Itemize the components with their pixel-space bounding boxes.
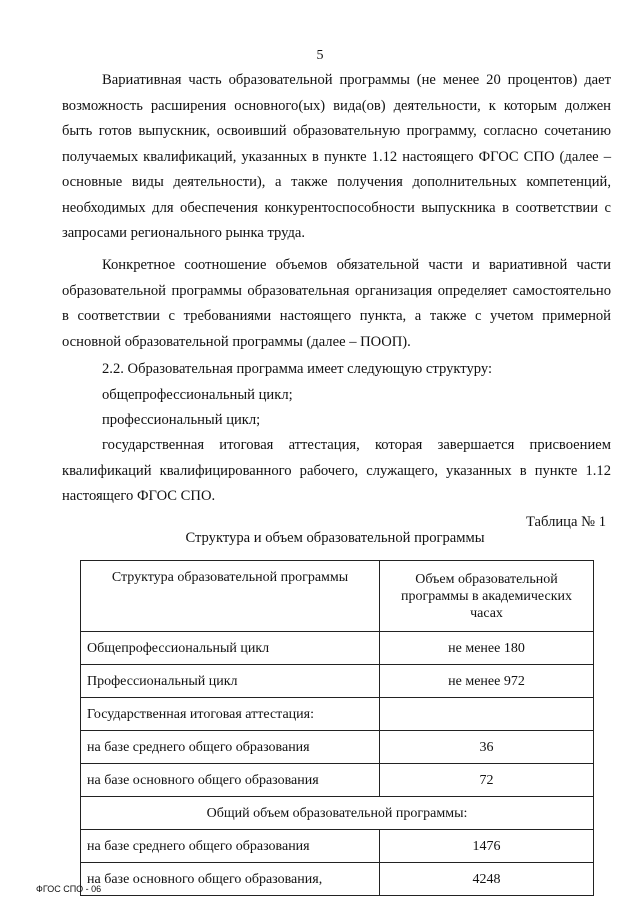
table-cell-name: на базе основного общего образования	[81, 764, 380, 797]
table-row	[81, 698, 594, 731]
page-number: 5	[316, 48, 324, 63]
table-total-row	[81, 797, 594, 830]
table-cell-name: Государственная итоговая аттестация:	[81, 698, 380, 731]
list-item-professional-cycle: профессиональный цикл;	[102, 412, 261, 428]
table-total-label: Общий объем образовательной программы:	[81, 797, 594, 830]
table-cell-value: 1476	[380, 830, 594, 863]
structure-table	[80, 560, 594, 896]
table-cell-value: не менее 180	[380, 632, 594, 665]
table-row	[81, 731, 594, 764]
table-cell-name: на базе среднего общего образования	[81, 731, 380, 764]
list-item-state-attestation: государственная итоговая аттестация, которая завершается присвоением квалификаций квалифицированного рабочего, служащего, указанных в пункте 1.12 настоящего ФГОС СПО.	[62, 437, 611, 504]
footer-code: ФГОС СПО - 06	[36, 884, 102, 894]
table-header-cell: Структура образовательной программы	[81, 561, 380, 632]
table-row	[81, 830, 594, 863]
table-caption: Структура и объем образовательной программы	[185, 530, 485, 546]
table-cell-value	[380, 698, 594, 731]
table-cell-name: Профессиональный цикл	[81, 665, 380, 698]
paragraph-structure-intro: 2.2. Образовательная программа имеет следующую структуру:	[102, 361, 493, 377]
table-header-cell: Объем образовательной программы в академических часах	[380, 561, 594, 632]
paragraph-variative-part: Вариативная часть образовательной программы (не менее 20 процентов) дает возможность расширения основного(ых) вида(ов) деятельности, к которым должен быть готов выпускник, освоивший образовательную программу, согласно сочетанию получаемых квалификаций, указанных в пункте 1.12 настоящего ФГОС СПО (далее – основные виды деятельности), а также получения дополнительных компетенций, необходимых для обеспечения конкурентоспособности выпускника в соответствии с запросами регионального рынка труда.	[62, 72, 611, 241]
table-cell-value: 4248	[380, 863, 594, 896]
table-row	[81, 863, 594, 896]
table-row	[81, 632, 594, 665]
table-cell-value: 72	[380, 764, 594, 797]
paragraph-ratio: Конкретное соотношение объемов обязательной части и вариативной части образовательной программы образовательная организация определяет самостоятельно в соответствии с требованиями настоящего пункта, а также с учетом примерной основной образовательной программы (далее – ПООП).	[62, 257, 611, 350]
table-cell-name: на базе среднего общего образования	[81, 830, 380, 863]
list-item-general-cycle: общепрофессиональный цикл;	[102, 387, 293, 403]
table-cell-name: на базе основного общего образования,	[81, 863, 380, 896]
table-row	[81, 665, 594, 698]
table-label: Таблица № 1	[526, 514, 606, 530]
table-row	[81, 764, 594, 797]
table-cell-name: Общепрофессиональный цикл	[81, 632, 380, 665]
table-header-row	[81, 561, 594, 632]
table-cell-value: 36	[380, 731, 594, 764]
table-cell-value: не менее 972	[380, 665, 594, 698]
